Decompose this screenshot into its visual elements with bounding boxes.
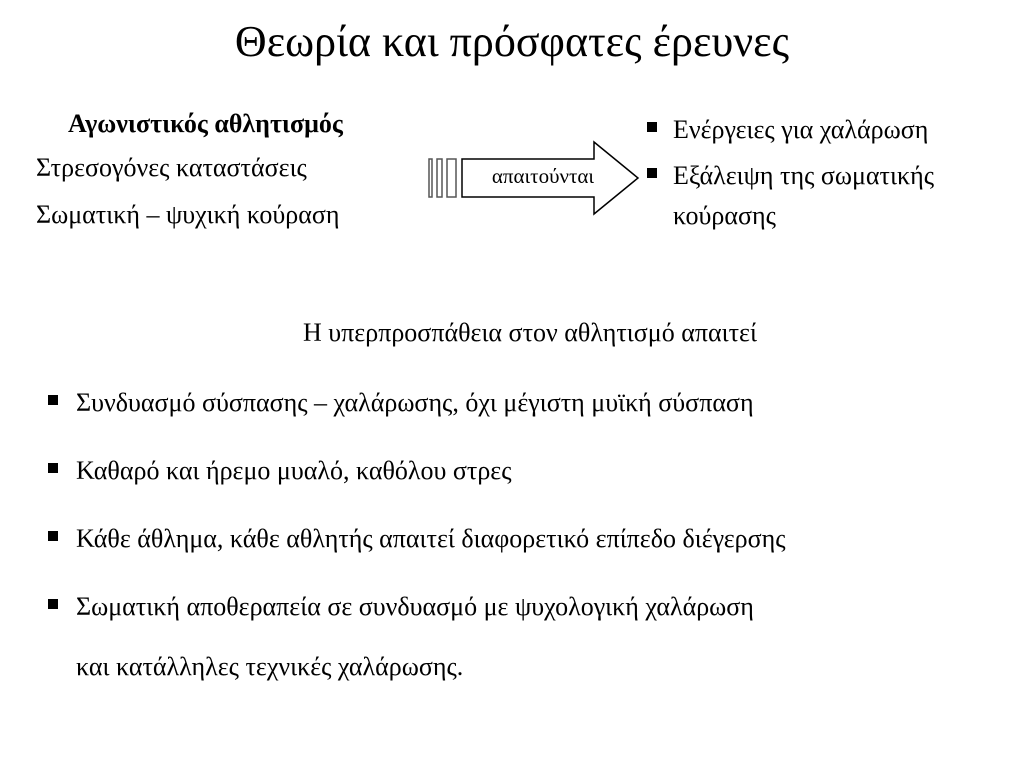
left-line-stress: Στρεσογόνες καταστάσεις (36, 153, 307, 182)
bullet-text: Καθαρό και ήρεμο μυαλό, καθόλου στρες (76, 456, 512, 485)
left-heading: Αγωνιστικός αθλητισμός (68, 109, 343, 138)
bullet-text: Συνδυασμό σύσπασης – χαλάρωσης, όχι μέγιστη μυϊκή σύσπαση (76, 388, 754, 417)
square-bullet-icon (48, 463, 58, 473)
square-bullet-icon (48, 395, 58, 405)
right-bullet-relaxation (645, 110, 1015, 150)
right-bullet-text: Ενέργειες για χαλάρωση (673, 115, 929, 144)
left-text-block (36, 104, 456, 238)
bullet-text-line-2: και κατάλληλες τεχνικές χαλάρωσης. (76, 652, 464, 681)
bullet-contraction-relaxation (46, 383, 1016, 423)
right-bullet-text: Εξάλειψη της σωματικής κούρασης (673, 161, 934, 230)
right-bullet-fatigue-removal (645, 156, 1015, 236)
bullet-arousal-level (46, 519, 1016, 559)
arrow-label: απαιτούνται (491, 164, 595, 188)
square-bullet-icon (48, 531, 58, 541)
main-bullet-list (46, 383, 1016, 725)
square-bullet-icon (647, 168, 657, 178)
bullet-text-line-1: Σωματική αποθεραπεία σε συνδυασμό με ψυχολογική χαλάρωση (76, 592, 754, 621)
bullet-calm-mind (46, 451, 1016, 491)
bullet-text: Κάθε άθλημα, κάθε αθλητής απαιτεί διαφορετικό επίπεδο διέγερσης (76, 524, 786, 553)
right-bullet-list (645, 110, 1015, 242)
bullet-recovery-techniques (46, 577, 1016, 697)
square-bullet-icon (48, 599, 58, 609)
square-bullet-icon (647, 122, 657, 132)
left-line-fatigue: Σωματική – ψυχική κούραση (36, 200, 340, 229)
striped-right-arrow-icon (428, 140, 640, 216)
section-subheading: Η υπερπροσπάθεια στον αθλητισμό απαιτεί (303, 318, 757, 347)
slide-title: Θεωρία και πρόσφατες έρευνες (234, 17, 790, 66)
